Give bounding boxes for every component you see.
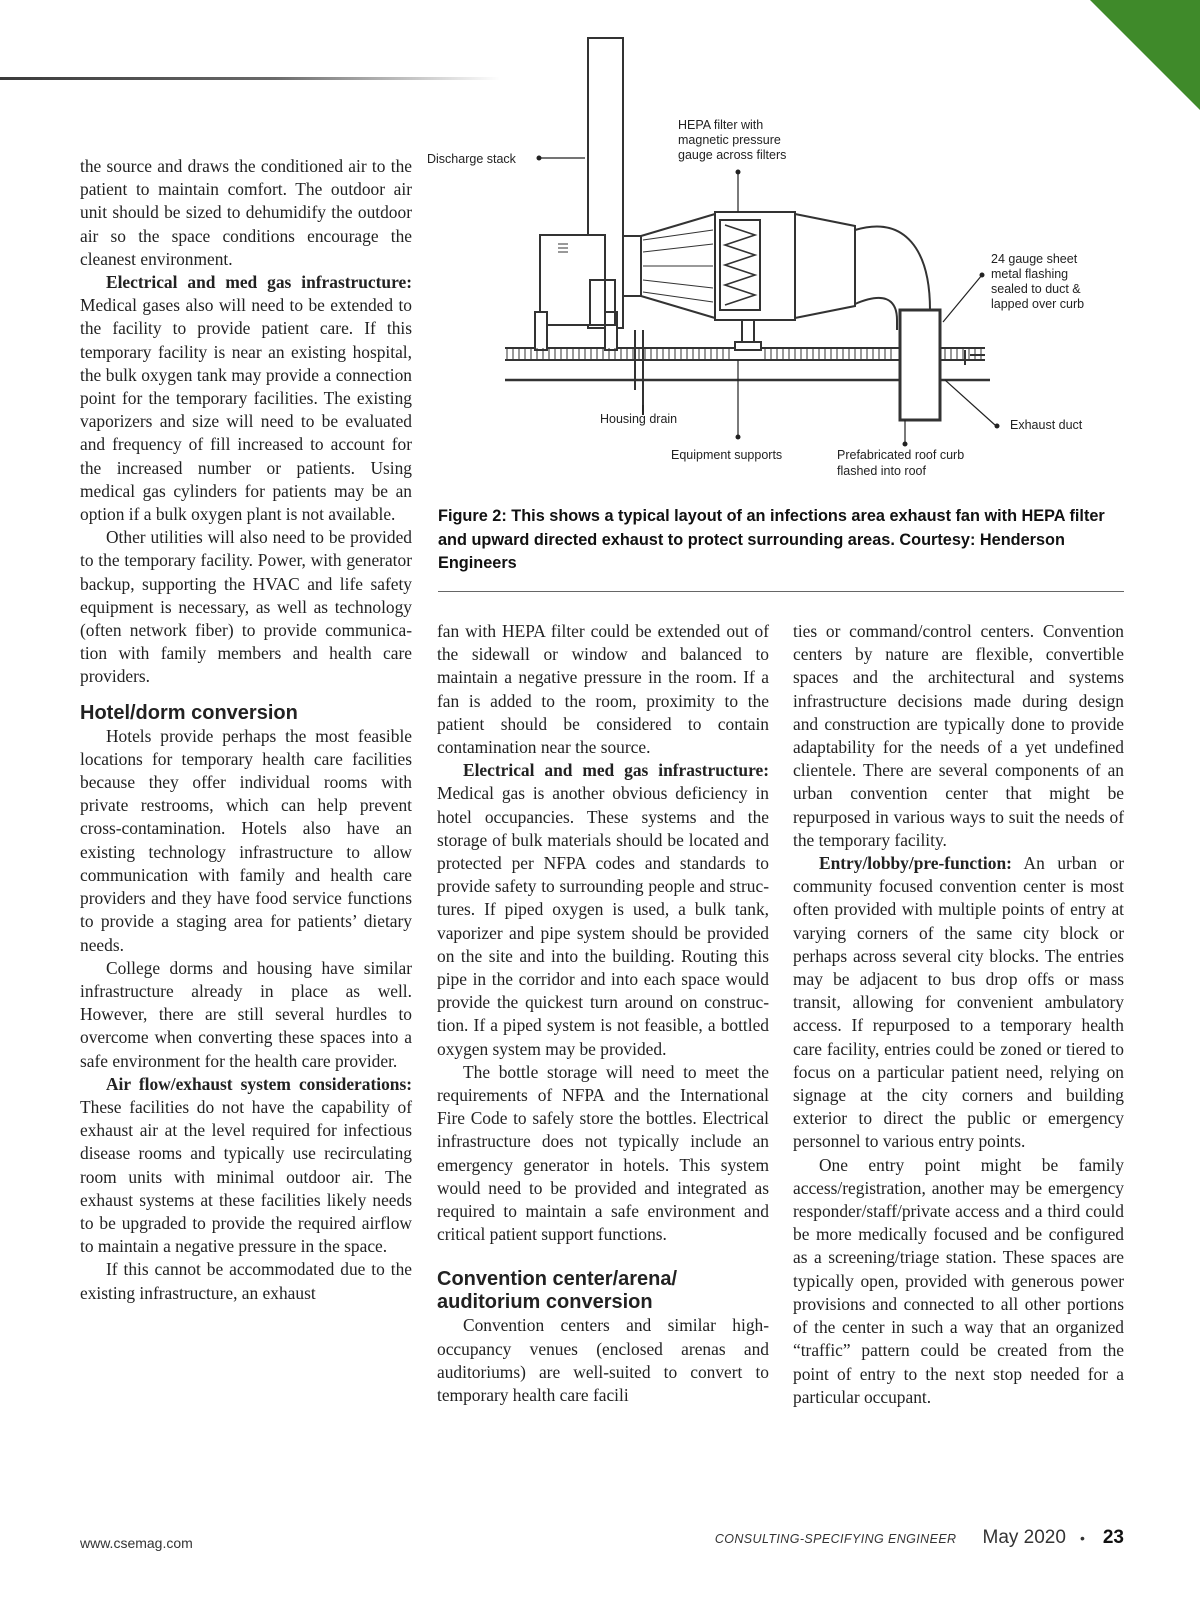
footer-magazine-name: CONSULTING-SPECIFYING ENGINEER <box>714 1532 957 1546</box>
footer-bullet: • <box>1079 1530 1085 1546</box>
label-housing-drain: Housing drain <box>600 412 678 426</box>
run-in-heading: Electrical and med gas infrastructure: <box>106 272 412 293</box>
text-column-3 <box>793 620 1124 1409</box>
paragraph: the source and draws the conditioned air to the patient to maintain comfort. The outdoor air unit should be sized to dehumidify the outdoor air so the space conditions encourage the cleanest environment. <box>80 156 412 269</box>
paragraph: Electrical and med gas infrastructure: Medical gas is another obvious deficiency in hotel occupancies. These systems and the storage of bulk materials should be located and protected per NFPA codes and standards to provide safety to surrounding people and structures. If piped oxygen is used, a bulk tank, vaporizer and pipe system should be provided on the site and into the building. Routing this pipe in the corridor and into each space would provide the quickest turn around on construction. If a piped system is not feasible, a bottled oxygen system may be provided. <box>437 760 769 1059</box>
paragraph: Convention centers and similar high-occupancy venues (enclosed arenas and auditoriums) are well-suited to convert to temporary health care facili <box>437 1315 769 1406</box>
paragraph: fan with HEPA filter could be extended out of the sidewall or window and balanced to maintain a negative pressure in the room. If a fan is added to the room, proximity to the patient should be considered to contain contamination near the source. <box>437 621 769 758</box>
paragraph: Electrical and med gas infrastructure: Medical gases also will need to be extended to the facility to provide patient care. If this temporary facility is near an existing hospital, the bulk oxygen tank may provide a connection point for the temporary facilities. The existing vaporizers and size will need to be evaluated and frequency of fill increased to account for the increased number or patients. Using medical gas cylinders for patients may be an option if a bulk oxygen plant is not available. <box>80 272 412 525</box>
footer-website[interactable]: www.csemag.com <box>80 1535 193 1551</box>
run-in-heading: Air flow/exhaust system considerations: <box>106 1073 412 1094</box>
section-heading-hotel-dorm: Hotel/dorm conversion <box>80 701 298 724</box>
page-number: 23 <box>1102 1527 1124 1548</box>
label-exhaust-duct: Exhaust duct <box>1010 418 1083 432</box>
paragraph: If this cannot be accommodated due to the existing infrastructure, an exhaust <box>80 1259 412 1303</box>
run-in-heading: Entry/lobby/pre-function: <box>819 853 1012 874</box>
figure-caption: Figure 2: This shows a typical layout of an infections area exhaust fan with HEPA filter and upward directed exhaust to protect surrounding areas. Courtesy: Henderson Engineers <box>438 507 1105 572</box>
paragraph: Other utilities will also need to be provided to the temporary facility. Power, with generator backup, supporting the HVAC and life safety equipment is necessary, as well as technology (often network fiber) to provide communication with family members and health care providers. <box>80 527 412 687</box>
text-column-2 <box>437 620 769 1407</box>
run-in-heading: Electrical and med gas infrastructure: <box>463 760 769 781</box>
label-discharge-stack: Discharge stack <box>427 152 516 166</box>
paragraph: The bottle storage will need to meet the requirements of NFPA and the International Fire Code to safely store the bottles. Electrical infrastructure does not typically include an emergency generator in hotels. This system would need to be provided and integrated as required to maintain a safe environment and critical patient support functions. <box>437 1061 769 1245</box>
label-hepa-filter: HEPA filter with magnetic pressure gauge across filters <box>678 118 787 162</box>
text-column-1 <box>80 155 412 1305</box>
footer-folio <box>715 1527 1124 1549</box>
paragraph: Air flow/exhaust system considerations: These facilities do not have the capability of exhaust air at the level required for infectious disease rooms and typically use recirculating room units with minimal outdoor air. The exhaust systems at these facilities likely needs to be upgraded to provide the required airflow to maintain a negative pressure in the space. <box>80 1073 412 1257</box>
label-sheet-metal-flashing: 24 gauge sheet metal flashing sealed to duct & lapped over curb <box>991 252 1085 311</box>
caption-divider <box>438 591 1124 592</box>
exhaust-fan-diagram <box>425 30 1125 500</box>
label-prefabricated-roof-curb: Prefabricated roof curb flashed into roof <box>837 448 965 478</box>
label-equipment-supports: Equipment supports <box>671 448 783 462</box>
paragraph: Entry/lobby/pre-function: An urban or community focused convention center is most often provided with multiple points of entry at varying corners of the same city block or perhaps across several city blocks. The entries may be adjacent to bus drop offs or mass transit, allowing for convenient ambulatory access. If repurposed to a temporary health care facility, entries could be zoned or tiered to focus on a particular patient need, relying on signage at the city corners and building exterior to direct the public or emergency personnel to various entry points. <box>793 853 1124 1152</box>
paragraph: College dorms and housing have similar infrastructure already in place as well. However, there are still several hurdles to overcome when converting these spaces into a safe environment for the health care provider. <box>80 957 412 1071</box>
paragraph: One entry point might be family access/registration, another may be emergency responder/staff/private access and a third could be more medically focused and be configured as a screening/triage station. These spaces are typically open, provided with generous power provisions and connected to all other portions of the center in such a way that an organized “traffic” pattern could be created from the point of entry to the next stop needed for a particular occupant. <box>793 1154 1124 1407</box>
paragraph: ties or command/control centers. Convention centers by nature are flexible, convertible spaces and the architectural and systems infrastructure decisions made during design and construction are typically done to provide adaptability for the needs of a yet undefined clientele. There are several components of an urban convention center that might be repurposed in various ways to suit the needs of the temporary facility. <box>793 621 1124 850</box>
footer-issue-date: May 2020 <box>982 1527 1066 1548</box>
section-heading-convention-center: Convention center/arena/ auditorium conversion <box>437 1268 678 1314</box>
paragraph: Hotels provide perhaps the most feasible locations for temporary health care facilities because they offer individual rooms with private restrooms, which can help prevent cross-contamination. Hotels also have an existing technology infrastructure to allow communication with family and health care providers and they have food service functions to provide a staging area for patients’ dietary needs. <box>80 725 412 955</box>
